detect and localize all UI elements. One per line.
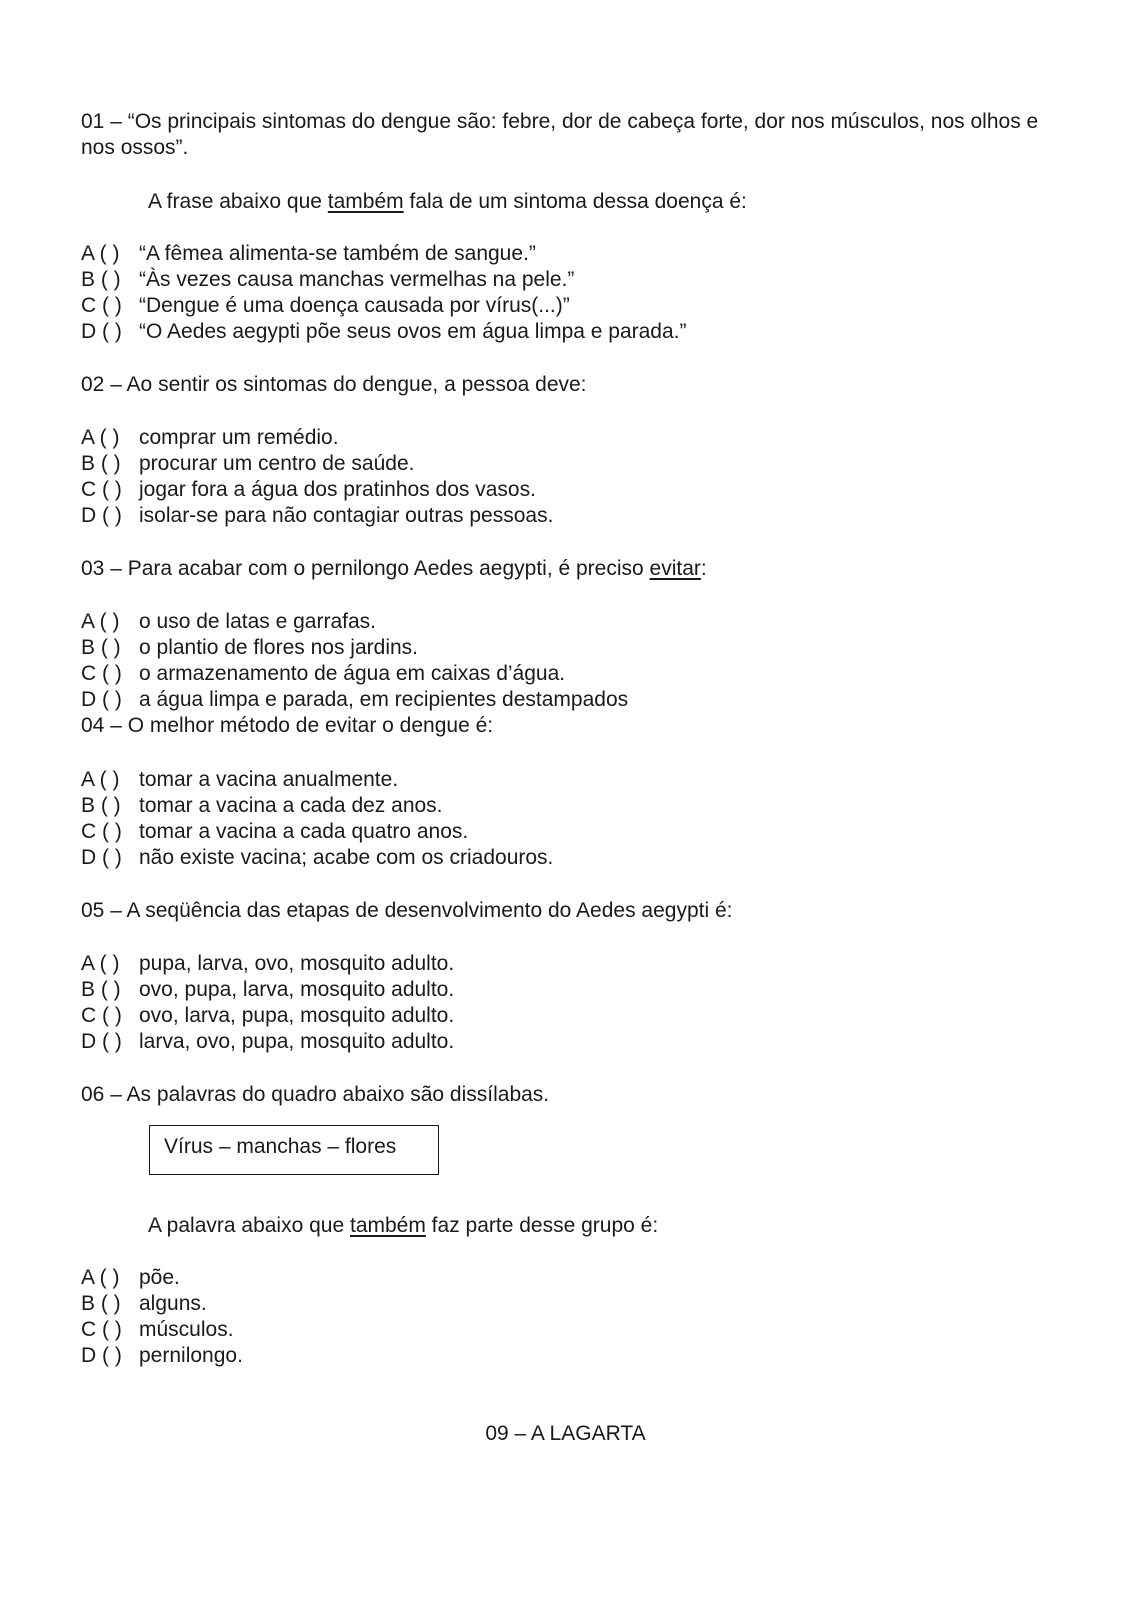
q6-instruction-after: faz parte desse grupo é: — [425, 1214, 659, 1237]
q6-option-a[interactable] — [81, 1265, 180, 1291]
q2-option-a-checkbox[interactable]: A ( ) — [81, 426, 120, 449]
q3-option-d-text: a água limpa e parada, em recipientes destampados — [139, 688, 629, 711]
q4-option-c-text: tomar a vacina a cada quatro anos. — [139, 820, 469, 843]
q5-option-a-checkbox[interactable]: A ( ) — [81, 952, 120, 975]
q5-option-b-checkbox[interactable]: B ( ) — [81, 978, 121, 1001]
q2-option-b-checkbox[interactable]: B ( ) — [81, 452, 121, 475]
q4-option-a[interactable] — [81, 767, 398, 793]
q6-option-a-text: põe. — [139, 1266, 180, 1289]
q3-option-a-checkbox[interactable]: A ( ) — [81, 610, 120, 633]
q4-option-d[interactable] — [81, 845, 553, 871]
q6-option-b[interactable] — [81, 1291, 207, 1317]
q6-prompt: 06 – As palavras do quadro abaixo são dissílabas. — [81, 1083, 550, 1106]
q5-option-d-checkbox[interactable]: D ( ) — [81, 1030, 122, 1053]
q2-option-a-text: comprar um remédio. — [139, 426, 339, 449]
q3-prompt-after: : — [700, 557, 707, 580]
q6-instruction — [148, 1213, 658, 1239]
q6-instruction-underlined: também — [349, 1214, 426, 1237]
q1-option-c-checkbox[interactable]: C ( ) — [81, 294, 122, 317]
q3-option-a[interactable] — [81, 609, 376, 635]
q2-option-b[interactable] — [81, 451, 414, 477]
q6-instruction-before: A palavra abaixo que — [148, 1214, 350, 1237]
q6-word-box — [149, 1125, 439, 1175]
q1-prompt: 01 – “Os principais sintomas do dengue são: febre, dor de cabeça forte, dor nos músculos, nos olhos e nos ossos”. — [81, 110, 1039, 159]
q6-option-d-checkbox[interactable]: D ( ) — [81, 1344, 122, 1367]
q4-option-b-checkbox[interactable]: B ( ) — [81, 794, 121, 817]
q5-option-d[interactable] — [81, 1029, 454, 1055]
q5-option-b-text: ovo, pupa, larva, mosquito adulto. — [139, 978, 455, 1001]
q3-option-a-text: o uso de latas e garrafas. — [139, 610, 376, 633]
q6-option-a-checkbox[interactable]: A ( ) — [81, 1266, 120, 1289]
q6-option-c[interactable] — [81, 1317, 234, 1343]
q2-option-c[interactable] — [81, 477, 536, 503]
q5-option-d-text: larva, ovo, pupa, mosquito adulto. — [139, 1030, 455, 1053]
q1-option-b[interactable] — [81, 267, 574, 293]
q6-option-b-text: alguns. — [139, 1292, 207, 1315]
q4-option-a-text: tomar a vacina anualmente. — [139, 768, 399, 791]
q1-option-c-text: “Dengue é uma doença causada por vírus(...)” — [139, 294, 570, 317]
q1-option-a-text: “A fêmea alimenta-se também de sangue.” — [139, 242, 536, 265]
q5-option-c-text: ovo, larva, pupa, mosquito adulto. — [139, 1004, 455, 1027]
q3-option-d[interactable] — [81, 687, 628, 713]
q4-option-c-checkbox[interactable]: C ( ) — [81, 820, 122, 843]
q4-option-c[interactable] — [81, 819, 468, 845]
q4-option-b-text: tomar a vacina a cada dez anos. — [139, 794, 443, 817]
q3-option-c-checkbox[interactable]: C ( ) — [81, 662, 122, 685]
q3-prompt-underlined: evitar — [649, 557, 701, 580]
q3-option-b-checkbox[interactable]: B ( ) — [81, 636, 121, 659]
q5-option-a-text: pupa, larva, ovo, mosquito adulto. — [139, 952, 455, 975]
q1-option-d-text: “O Aedes aegypti põe seus ovos em água limpa e parada.” — [139, 320, 687, 343]
q1-option-d[interactable] — [81, 319, 687, 345]
q4-option-a-checkbox[interactable]: A ( ) — [81, 768, 120, 791]
q5-option-a[interactable] — [81, 951, 454, 977]
q5-option-b[interactable] — [81, 977, 454, 1003]
q3-option-d-checkbox[interactable]: D ( ) — [81, 688, 122, 711]
q5-option-c[interactable] — [81, 1003, 454, 1029]
q5-option-c-checkbox[interactable]: C ( ) — [81, 1004, 122, 1027]
q6-option-b-checkbox[interactable]: B ( ) — [81, 1292, 121, 1315]
q3-option-b-text: o plantio de flores nos jardins. — [139, 636, 418, 659]
q2-option-b-text: procurar um centro de saúde. — [139, 452, 415, 475]
q1-option-a-checkbox[interactable]: A ( ) — [81, 242, 120, 265]
q3-option-b[interactable] — [81, 635, 418, 661]
q1-option-d-checkbox[interactable]: D ( ) — [81, 320, 122, 343]
q2-option-d-text: isolar-se para não contagiar outras pessoas. — [139, 504, 554, 527]
q2-option-c-text: jogar fora a água dos pratinhos dos vasos. — [139, 478, 536, 501]
q6-option-d-text: pernilongo. — [139, 1344, 243, 1367]
q3-option-c[interactable] — [81, 661, 565, 687]
q2-option-d[interactable] — [81, 503, 553, 529]
q4-option-b[interactable] — [81, 793, 443, 819]
q4-prompt: 04 – O melhor método de evitar o dengue é: — [81, 714, 494, 737]
q1-option-b-checkbox[interactable]: B ( ) — [81, 268, 121, 291]
q1-option-a[interactable] — [81, 241, 536, 267]
section-title: 09 – A LAGARTA — [485, 1422, 646, 1445]
q1-instruction-underlined: também — [327, 190, 404, 213]
q6-word-box-text: Vírus – manchas – flores — [164, 1135, 397, 1158]
q2-option-c-checkbox[interactable]: C ( ) — [81, 478, 122, 501]
q1-instruction — [148, 189, 747, 215]
q1-option-b-text: “Às vezes causa manchas vermelhas na pele.” — [139, 268, 575, 291]
q2-option-a[interactable] — [81, 425, 339, 451]
q3-option-c-text: o armazenamento de água em caixas d’água. — [139, 662, 566, 685]
q6-option-c-checkbox[interactable]: C ( ) — [81, 1318, 122, 1341]
q1-instruction-after: fala de um sintoma dessa doença é: — [403, 190, 747, 213]
q6-option-c-text: músculos. — [139, 1318, 234, 1341]
q5-prompt: 05 – A seqüência das etapas de desenvolvimento do Aedes aegypti é: — [81, 899, 733, 922]
q1-option-c[interactable] — [81, 293, 570, 319]
q4-option-d-checkbox[interactable]: D ( ) — [81, 846, 122, 869]
q2-prompt: 02 – Ao sentir os sintomas do dengue, a pessoa deve: — [81, 373, 587, 396]
q3-prompt — [81, 556, 707, 582]
q1-instruction-before: A frase abaixo que — [148, 190, 328, 213]
q3-prompt-before: 03 – Para acabar com o pernilongo Aedes aegypti, é preciso — [81, 557, 650, 580]
q6-option-d[interactable] — [81, 1343, 243, 1369]
q2-option-d-checkbox[interactable]: D ( ) — [81, 504, 122, 527]
q4-option-d-text: não existe vacina; acabe com os criadouros. — [139, 846, 554, 869]
